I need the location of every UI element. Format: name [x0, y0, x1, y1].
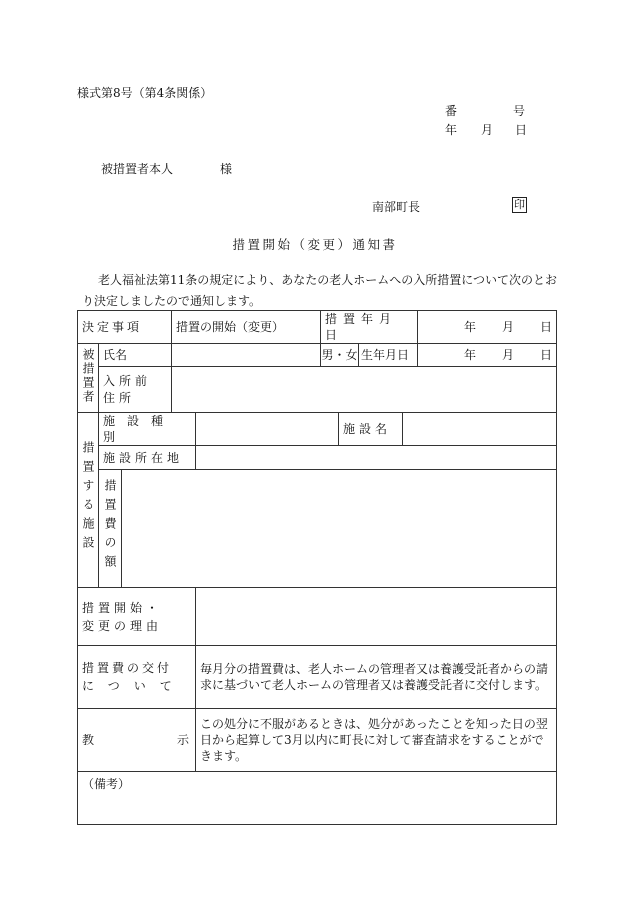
- addressee-name: 被措置者本人: [101, 162, 174, 176]
- facility-name-field[interactable]: [403, 413, 557, 446]
- birth-month: 月: [502, 348, 515, 362]
- number-label: 番: [445, 104, 458, 118]
- reason-row: [78, 588, 557, 646]
- facility-location-field[interactable]: [196, 446, 557, 470]
- prior-address-row: [78, 367, 557, 413]
- name-field[interactable]: [172, 344, 321, 367]
- cost-field[interactable]: [122, 470, 557, 588]
- intro-text: 老人福祉法第11条の規定により、あなたの老人ホームへの入所措置について次のとおり決定しましたので通知します。: [82, 273, 558, 308]
- reason-field[interactable]: [196, 588, 557, 646]
- date-day-label: 日: [515, 123, 528, 137]
- facility-section-label: 措置する施設: [78, 413, 99, 588]
- decision-label: 決定事項: [78, 311, 172, 344]
- document-title: 措置開始（変更）通知書: [232, 237, 398, 252]
- facility-type-field[interactable]: [196, 413, 339, 446]
- birth-date-field[interactable]: [418, 344, 557, 367]
- decision-row: [78, 311, 557, 344]
- facility-name-label: 施設名: [339, 413, 403, 446]
- addressee-honorific: 様: [220, 162, 233, 176]
- facility-type-label: 施設種別: [99, 413, 196, 446]
- facility-location-row: [78, 446, 557, 470]
- delivery-row: [78, 646, 557, 709]
- date-year-label: 年: [445, 123, 458, 137]
- instruction-label: 教 示: [78, 709, 196, 772]
- instruction-text: この処分に不服があるときは、処分があったことを知った日の翌日から起算して3月以内に町長に対して審査請求をすることができます。: [196, 709, 557, 772]
- measure-date-label: 措置年月日: [321, 311, 418, 344]
- date-year: 年: [464, 320, 477, 334]
- form-number: 様式第8号（第4条関係）: [77, 86, 213, 100]
- delivery-label: 措置費の交付 について: [78, 646, 196, 709]
- instruction-row: [78, 709, 557, 772]
- reason-label: 措置開始・ 変更の理由: [78, 588, 196, 646]
- birth-day: 日: [540, 348, 553, 362]
- cost-row: [78, 470, 557, 588]
- birth-date-label: 生年月日: [359, 344, 418, 367]
- name-row: [78, 344, 557, 367]
- birth-year: 年: [464, 348, 477, 362]
- prior-address-label: 入所前 住所: [99, 367, 172, 413]
- date-month-label: 月: [481, 123, 494, 137]
- remarks-row: [78, 772, 557, 825]
- remarks-label: （備考）: [82, 777, 131, 791]
- facility-type-row: [78, 413, 557, 446]
- decision-value: 措置の開始（変更）: [172, 311, 321, 344]
- date-month: 月: [502, 320, 515, 334]
- cost-label: 措置費の額: [99, 470, 122, 588]
- name-label: 氏名: [99, 344, 172, 367]
- notice-form-table: [77, 310, 557, 825]
- measure-date-field[interactable]: [418, 311, 557, 344]
- issuer-name: 南部町長: [372, 200, 421, 214]
- date-day: 日: [540, 320, 553, 334]
- gender-selector[interactable]: 男・女: [321, 344, 359, 367]
- person-label: 被措置者: [78, 344, 99, 413]
- seal-mark: 印: [514, 198, 525, 211]
- remarks-field[interactable]: [78, 772, 557, 825]
- facility-location-label: 施設所在地: [99, 446, 196, 470]
- number-suffix: 号: [513, 104, 526, 118]
- prior-address-field[interactable]: [172, 367, 557, 413]
- delivery-text: 毎月分の措置費は、老人ホームの管理者又は養護受託者からの請求に基づいて老人ホームの管理者又は養護受託者に交付します。: [196, 646, 557, 709]
